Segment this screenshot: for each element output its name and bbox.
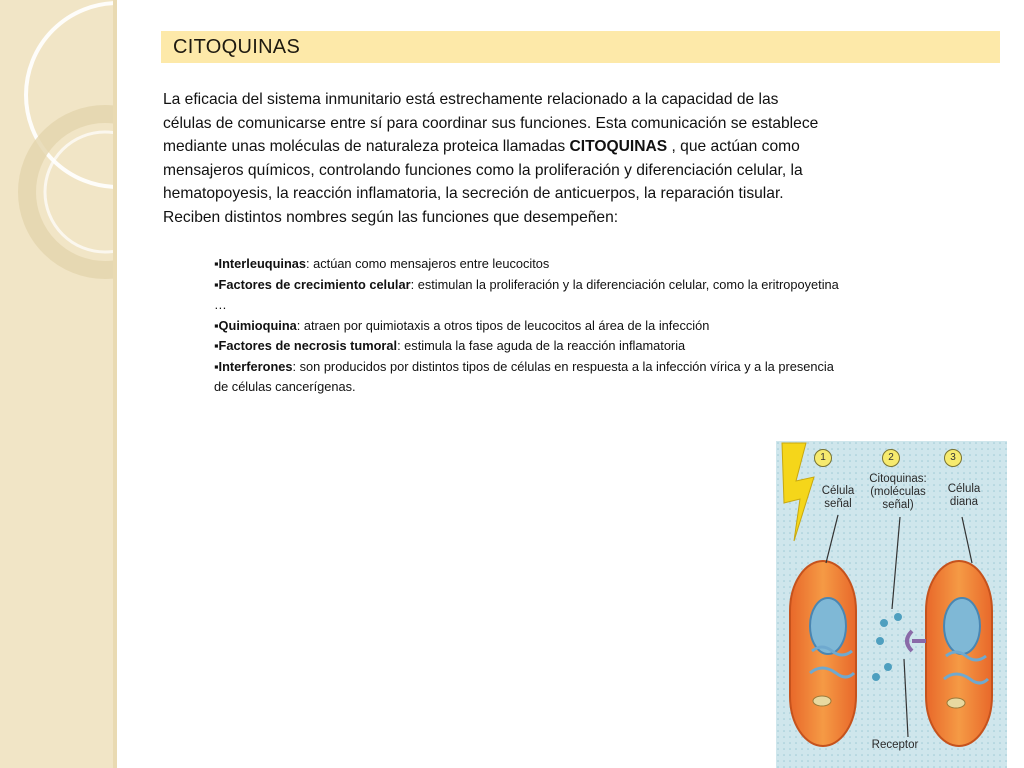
list-item [214, 357, 844, 398]
list-item-term: Quimioquina [218, 317, 297, 333]
target-cell-label [936, 483, 992, 509]
target-cell-label-line1: Célula [947, 483, 981, 495]
receptor-label: Receptor [871, 739, 919, 751]
title-bar [161, 31, 1000, 63]
list-item-term: Interferones [218, 358, 293, 374]
list-item-term: Factores de crecimiento celular [218, 276, 411, 292]
side-band-edge [113, 0, 117, 768]
list-item-desc: : son producidos por distintos tipos de células en respuesta a la infección vírica y a la presencia de células cancerígenas. [214, 358, 834, 394]
cytokines-label [862, 473, 934, 512]
intro-text-part2: , que actúan como mensajeros químicos, controlando funciones como la proliferación y diferenciación celular, la hematopoyesis, la reacción inflamatoria, la secreción de anticuerpos, la reparación tisular. Reciben distintos nombres según las funciones que desempeñen: [163, 138, 803, 226]
list-item-term: Interleuquinas [218, 256, 307, 271]
intro-paragraph [163, 88, 823, 230]
bullet-marker: ▪ [214, 358, 219, 374]
signal-cell-label [810, 485, 866, 511]
intro-text-part1: La eficacia del sistema inmunitario está estrechamente relacionado a la capacidad de las células de comunicarse entre sí para coordinar sus funciones. Esta comunicación se establece mediante unas moléculas de naturaleza proteica llamadas [163, 91, 819, 156]
target-cell-label-line2: diana [949, 496, 979, 508]
list-item [214, 336, 844, 357]
step-number-2: 2 [882, 449, 900, 467]
bullet-marker: ▪ [214, 338, 219, 353]
list-item [214, 254, 844, 275]
cell-signaling-figure [776, 441, 1007, 768]
list-item-desc: : estimulan la proliferación y la diferenciación celular, como la eritropoyetina … [214, 276, 839, 312]
decorative-side-band [0, 0, 113, 768]
bullet-marker: ▪ [214, 276, 219, 292]
cytokine-molecule [884, 663, 892, 671]
intro-bold-term: CITOQUINAS [569, 138, 668, 156]
cytokines-label-line1: Citoquinas: [869, 473, 927, 485]
step-number-1: 1 [814, 449, 832, 467]
list-item-term: Factores de necrosis tumoral [218, 338, 398, 353]
cytokines-label-line2: (moléculas [870, 486, 926, 498]
signal-cell-label-line2: señal [824, 498, 852, 510]
bullet-marker: ▪ [214, 317, 219, 333]
list-item [214, 275, 844, 316]
bullet-marker: ▪ [214, 256, 219, 271]
step-number-3: 3 [944, 449, 962, 467]
list-item-desc: : actúan como mensajeros entre leucocitos [306, 256, 550, 271]
cytokine-molecule [876, 637, 884, 645]
signal-cell-label-line1: Célula [821, 485, 855, 497]
cytokine-molecule [880, 619, 888, 627]
list-item-desc: : atraen por quimiotaxis a otros tipos de leucocitos al área de la infección [296, 317, 710, 333]
list-item-desc: : estimula la fase aguda de la reacción inflamatoria [397, 338, 686, 353]
page-title: CITOQUINAS [173, 36, 301, 58]
decorative-circles [0, 0, 113, 768]
list-item [214, 316, 844, 337]
cytokine-types-list [214, 254, 844, 398]
cytokine-molecule [872, 673, 880, 681]
cytokines-label-line3: señal) [882, 499, 914, 511]
cytokine-molecule [894, 613, 902, 621]
